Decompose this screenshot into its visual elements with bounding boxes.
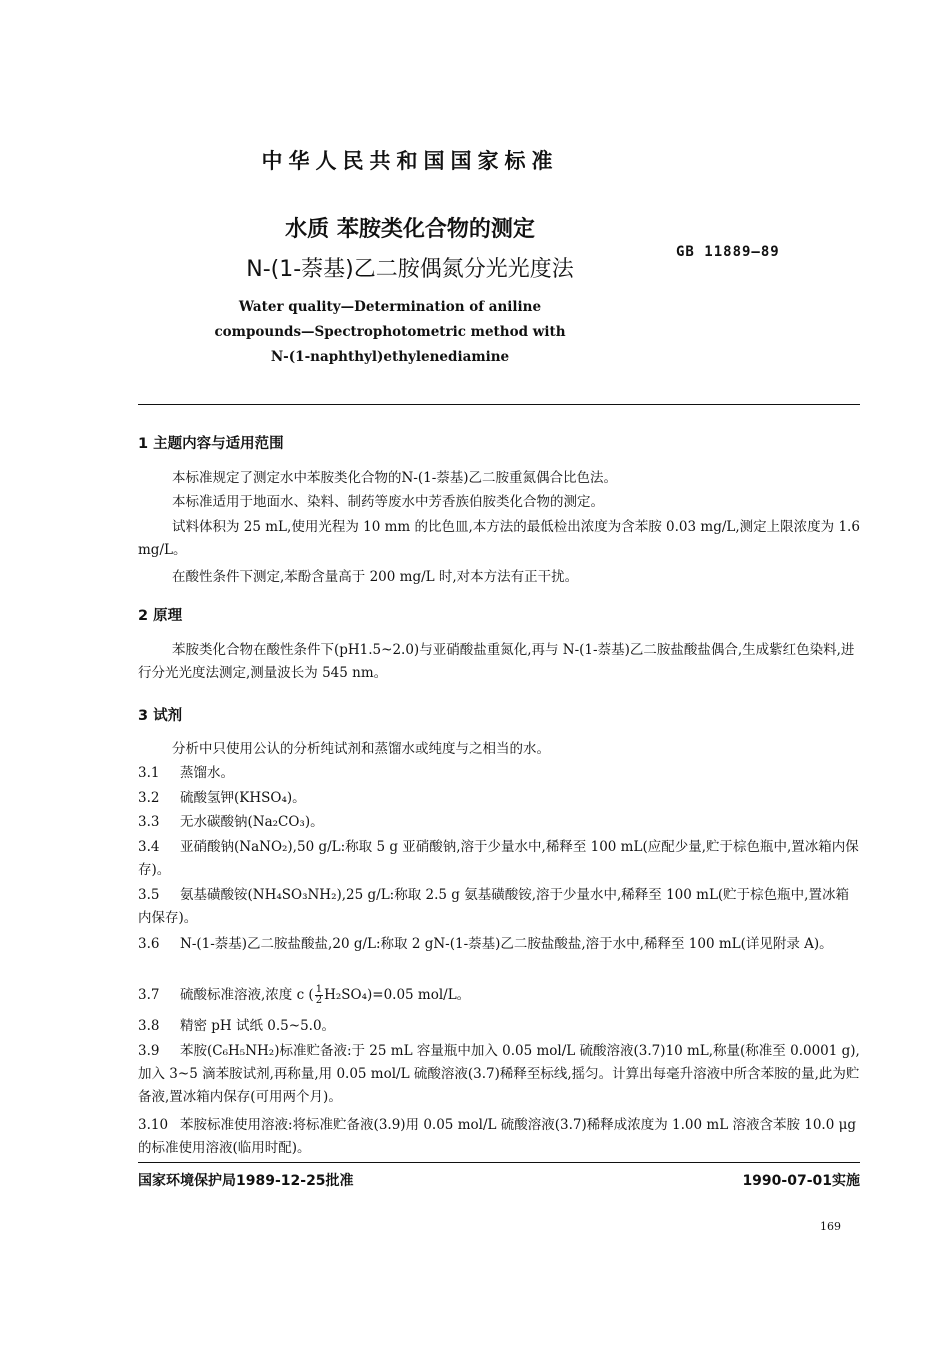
section-2-heading: 2 原理 [138, 608, 183, 624]
fraction [315, 985, 323, 1006]
reagent-item [138, 933, 862, 956]
item-number: 3.2 [138, 790, 160, 806]
standard-number: GB 11889—89 [676, 244, 780, 260]
section-1-heading: 1 主题内容与适用范围 [138, 436, 284, 452]
approval-line: 国家环境保护局1989-12-25批准 [138, 1173, 354, 1189]
reagent-item [138, 984, 862, 1007]
fraction-denominator: 2 [315, 995, 323, 1006]
section-1-para-1: 本标准规定了测定水中苯胺类化合物的N-(1-萘基)乙二胺重氮偶合比色法。 [172, 470, 618, 486]
item-text-post: H₂SO₄)=0.05 mol/L。 [324, 987, 471, 1003]
reagent-item [138, 1040, 862, 1109]
bottom-divider [138, 1162, 860, 1163]
section-1-para-4: 在酸性条件下测定,苯酚含量高于 200 mg/L 时,对本方法有正干扰。 [172, 569, 579, 585]
title-line-2: N-(1-萘基)乙二胺偶氮分光光度法 [246, 257, 574, 282]
item-number: 3.10 [138, 1117, 169, 1133]
item-text: 亚硝酸钠(NaNO₂),50 g/L:称取 5 g 亚硝酸钠,溶于少量水中,稀释至 100 mL(应配少量,贮于棕色瓶中,置冰箱内保存)。 [138, 839, 859, 878]
item-number: 3.1 [138, 765, 160, 781]
reagent-item [138, 884, 862, 930]
reagent-item [138, 1114, 862, 1160]
reagent-item [138, 1015, 862, 1038]
title-line-1: 水质 苯胺类化合物的测定 [285, 217, 535, 242]
item-number: 3.3 [138, 814, 160, 830]
section-1-para-2: 本标准适用于地面水、染料、制药等废水中芳香族伯胺类化合物的测定。 [172, 494, 604, 510]
english-title-3: N-(1-naphthyl)ethylenediamine [270, 349, 510, 365]
item-text: 精密 pH 试纸 0.5~5.0。 [180, 1018, 336, 1034]
reagent-item [138, 787, 862, 810]
english-title-2: compounds—Spectrophotometric method with [214, 324, 566, 340]
section-2-para-1: 苯胺类化合物在酸性条件下(pH1.5~2.0)与亚硝酸盐重氮化,再与 N-(1-萘基)乙二胺盐酸盐偶合,生成紫红色染料,进行分光光度法测定,测量波长为 545 nm。 [138, 642, 855, 681]
section-3-intro: 分析中只使用公认的分析纯试剂和蒸馏水或纯度与之相当的水。 [172, 741, 550, 757]
item-number: 3.9 [138, 1043, 160, 1059]
fraction-numerator: 1 [315, 984, 323, 995]
item-number: 3.4 [138, 839, 160, 855]
item-text: N-(1-萘基)乙二胺盐酸盐,20 g/L:称取 2 gN-(1-萘基)乙二胺盐酸盐,溶于水中,稀释至 100 mL(详见附录 A)。 [180, 936, 833, 952]
item-number: 3.6 [138, 936, 160, 952]
item-text: 苯胺标准使用溶液:将标准贮备液(3.9)用 0.05 mol/L 硫酸溶液(3.7)稀释成浓度为 1.00 mL 溶液含苯胺 10.0 μg 的标准使用溶液(临用时配)。 [138, 1117, 857, 1156]
item-text: 苯胺(C₆H₅NH₂)标准贮备液:于 25 mL 容量瓶中加入 0.05 mol/L 硫酸溶液(3.7)10 mL,称量(称准至 0.0001 g),加入 3~5 滴苯胺试剂,再称量,用 0.05 mol/L 硫酸溶液(3.7)稀释至标线,摇匀。计算出每毫升溶液中所含苯胺的量,此为贮备液,置冰箱内保存(可用两个月)。 [138, 1043, 860, 1105]
item-number: 3.5 [138, 887, 160, 903]
effective-date: 1990-07-01实施 [742, 1173, 860, 1189]
standard-org-header: 中华人民共和国国家标准 [261, 149, 559, 173]
top-divider [138, 404, 860, 405]
english-title-1: Water quality—Determination of aniline [238, 299, 542, 315]
section-3-heading: 3 试剂 [138, 708, 183, 724]
item-text: 硫酸氢钾(KHSO₄)。 [180, 790, 306, 806]
item-text: 无水碳酸钠(Na₂CO₃)。 [180, 814, 324, 830]
item-text: 蒸馏水。 [180, 765, 234, 781]
item-text-pre: 硫酸标准溶液,浓度 c ( [180, 987, 314, 1003]
reagent-item [138, 811, 862, 834]
section-1-para-3: 试料体积为 25 mL,使用光程为 10 mm 的比色皿,本方法的最低检出浓度为含苯胺 0.03 mg/L,测定上限浓度为 1.6 mg/L。 [138, 519, 860, 558]
reagent-item [138, 836, 862, 882]
item-number: 3.7 [138, 987, 160, 1003]
page-number: 169 [820, 1220, 841, 1233]
item-text: 氨基磺酸铵(NH₄SO₃NH₂),25 g/L:称取 2.5 g 氨基磺酸铵,溶于少量水中,稀释至 100 mL(贮于棕色瓶中,置冰箱内保存)。 [138, 887, 849, 926]
item-number: 3.8 [138, 1018, 160, 1034]
reagent-item [138, 762, 862, 785]
